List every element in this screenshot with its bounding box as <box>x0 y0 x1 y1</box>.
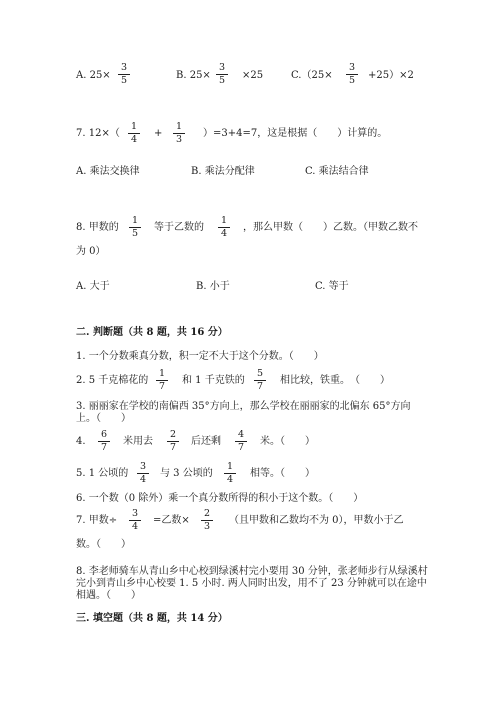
judge-item-7-end: （且甲数和乙数均不为 0），甲数小于乙 <box>229 515 404 526</box>
judge-item-4-fraction-2: 2 7 <box>166 430 180 453</box>
q6-option-a-label: A. 25× <box>76 70 111 81</box>
q7-stem-start: 7. 12×（ <box>76 128 120 139</box>
q8-option-c: C. 等于 <box>315 281 349 292</box>
judge-item-4-text-2: 后还剩 <box>191 436 221 447</box>
judge-item-7-start: 7. 甲数÷ <box>76 515 118 526</box>
q6-option-b-tail: ×25 <box>242 70 264 81</box>
section-3-heading: 三. 填空题（共 8 题，共 14 分） <box>76 613 228 624</box>
judge-item-7-fraction-1: 3 4 <box>128 509 142 532</box>
q8-fraction-2: 1 4 <box>217 216 231 239</box>
judge-item-8-line-3: 相遇。（ ） <box>76 590 141 601</box>
q7-option-c: C. 乘法结合律 <box>305 166 369 177</box>
judge-item-8-line-1: 8. 李老师骑车从青山乡中心校到绿溪村完小要用 30 分钟，张老师步行从绿溪村 <box>76 566 428 577</box>
judge-item-8-line-2: 完小到青山乡中心校要 1. 5 小时. 两人同时出发，用不了 23 分钟就可以在途中 <box>76 578 427 589</box>
q8-stem-wrap: 为 0） <box>76 246 106 257</box>
judge-item-3-line-2: 上。（ ） <box>76 413 131 424</box>
judge-item-7-wrap: 数。（ ） <box>76 539 131 550</box>
q7-option-b: B. 乘法分配律 <box>191 166 255 177</box>
judge-item-4-fraction-1: 6 7 <box>97 430 111 453</box>
q7-option-a: A. 乘法交换律 <box>76 166 140 177</box>
judge-item-4-fraction-3: 4 7 <box>234 430 248 453</box>
judge-item-5-fraction-2: 1 4 <box>223 462 237 485</box>
judge-item-4-start: 4. <box>76 436 86 447</box>
judge-item-5-fraction-1: 3 4 <box>136 462 150 485</box>
q6-option-b-fraction: 3 5 <box>215 63 229 86</box>
q6-option-b-label: B. 25× <box>176 70 211 81</box>
judge-item-2-end: 相比较，铁重。 （ ） <box>280 375 390 386</box>
q8-option-b: B. 小于 <box>196 281 230 292</box>
judge-item-2-fraction-1: 1 7 <box>155 369 169 392</box>
section-2-heading: 二. 判断题（共 8 题，共 16 分） <box>76 327 228 338</box>
judge-item-7-fraction-2: 2 3 <box>200 509 214 532</box>
judge-item-4-text-1: 米用去 <box>123 436 153 447</box>
q6-option-c-tail: +25）×2 <box>368 70 414 81</box>
judge-item-2-start: 2. 5 千克棉花的 <box>76 375 149 386</box>
q7-plus: + <box>154 128 163 139</box>
q7-fraction-2: 1 3 <box>172 122 186 145</box>
q8-option-a: A. 大于 <box>76 281 110 292</box>
q8-stem-middle: 等于乙数的 <box>154 222 204 233</box>
judge-item-1: 1. 一个分数乘真分数，积一定不大于这个分数。（ ） <box>76 351 324 362</box>
judge-item-2-fraction-2: 5 7 <box>253 369 267 392</box>
judge-item-5-start: 5. 1 公顷的 <box>76 468 129 479</box>
q8-stem-start: 8. 甲数的 <box>76 222 119 233</box>
judge-item-2-middle: 和 1 千克铁的 <box>182 375 245 386</box>
judge-item-5-middle: 与 3 公顷的 <box>160 468 213 479</box>
judge-item-3-line-1: 3. 丽丽家在学校的南偏西 35°方向上，那么学校在丽丽家的北偏东 65°方向 <box>76 401 411 412</box>
q6-option-c-label: C.（25× <box>291 70 333 81</box>
q8-stem-end: ，那么甲数（ ）乙数。（甲数乙数不 <box>243 222 418 233</box>
q6-option-a-fraction: 3 5 <box>117 63 131 86</box>
q7-stem-end: ）=3+4=7，这是根据（ ）计算的。 <box>203 128 388 139</box>
judge-item-7-middle: =乙数× <box>153 515 190 526</box>
q8-fraction-1: 1 5 <box>128 216 142 239</box>
judge-item-4-end: 米。（ ） <box>260 436 315 447</box>
q7-fraction-1: 1 4 <box>127 122 141 145</box>
judge-item-5-end: 相等。（ ） <box>250 468 315 479</box>
judge-item-6: 6. 一个数（0 除外）乘一个真分数所得的积小于这个数。（ ） <box>76 493 364 504</box>
q6-option-c-fraction: 3 5 <box>345 63 359 86</box>
